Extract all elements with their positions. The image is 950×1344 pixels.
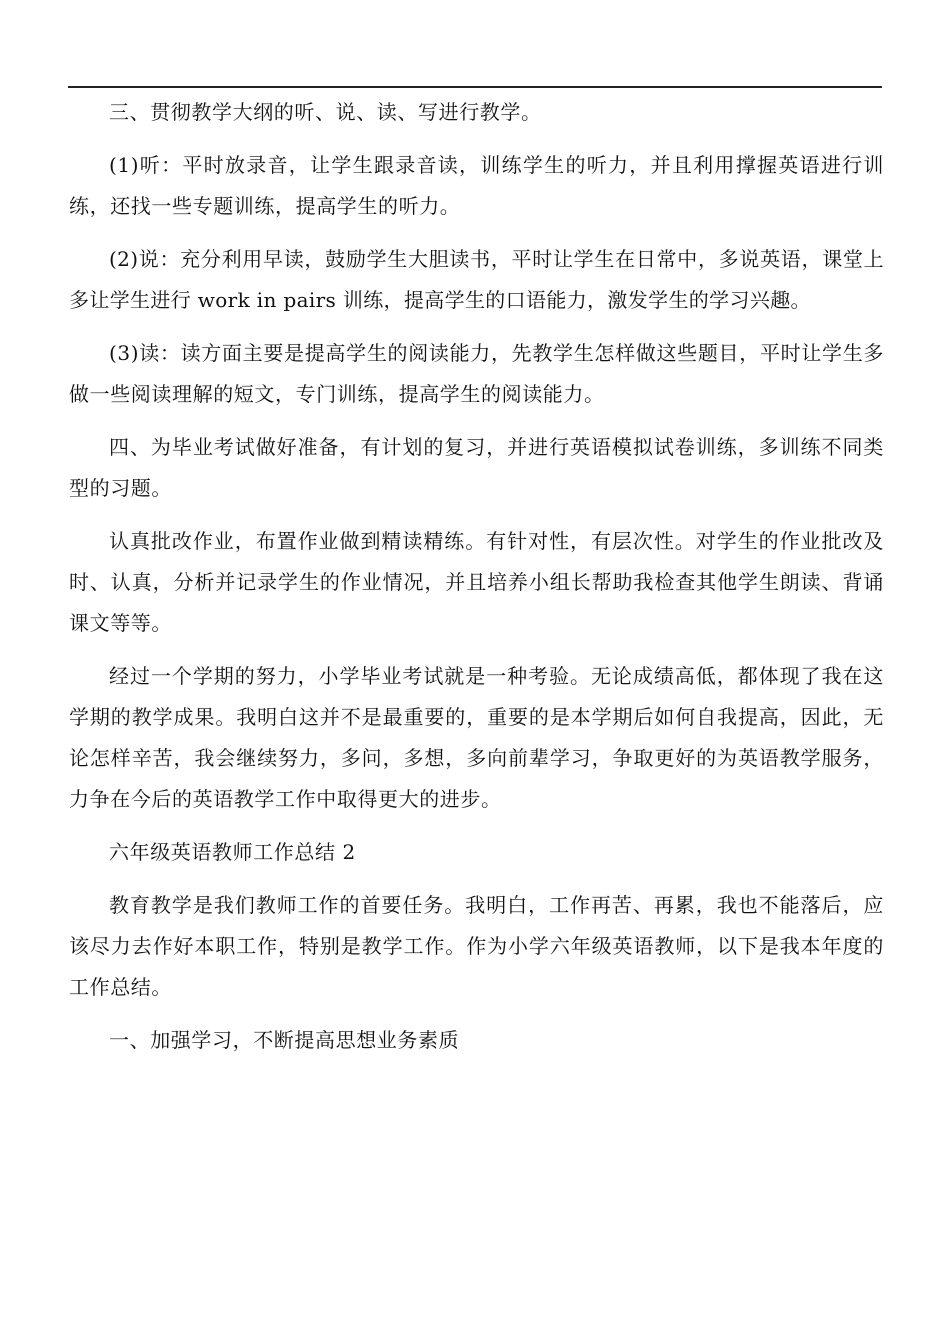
homework-paragraph: 认真批改作业，布置作业做到精读精练。有针对性，有层次性。对学生的作业批改及时、认真，分析并记录学生的作业情况，并且培养小组长帮助我检查其他学生朗读、背诵课文等等。 [69,529,884,635]
document-subtitle: 六年级英语教师工作总结 2 [109,840,356,864]
section-heading-1: 一、加强学习，不断提高思想业务素质 [109,1028,460,1052]
section-heading-3: 三、贯彻教学大纲的听、说、读、写进行教学。 [109,100,542,124]
header-rule [68,86,882,88]
intro-paragraph: 教育教学是我们教师工作的首要任务。我明白，工作再苦、再累，我也不能落后，应该尽力去作好本职工作，特别是教学工作。作为小学六年级英语教师，以下是我本年度的工作总结。 [69,893,884,999]
section-heading-4: 四、为毕业考试做好准备，有计划的复习，并进行英语模拟试卷训练，多训练不同类型的习题。 [69,435,884,500]
listening-paragraph: (1)听：平时放录音，让学生跟录音读，训练学生的听力，并且利用撑握英语进行训练，还找一些专题训练，提高学生的听力。 [69,153,884,218]
document-body [69,92,884,1073]
summary-paragraph: 经过一个学期的努力，小学毕业考试就是一种考验。无论成绩高低，都体现了我在这学期的教学成果。我明白这并不是最重要的，重要的是本学期后如何自我提高，因此，无论怎样辛苦，我会继续努力，多问，多想，多向前辈学习，争取更好的为英语教学服务，力争在今后的英语教学工作中取得更大的进步。 [69,664,884,811]
speaking-paragraph: (2)说：充分利用早读，鼓励学生大胆读书，平时让学生在日常中，多说英语，课堂上多让学生进行 work in pairs 训练，提高学生的口语能力，激发学生的学习兴趣。 [69,247,884,312]
reading-paragraph: (3)读：读方面主要是提高学生的阅读能力，先教学生怎样做这些题目，平时让学生多做一些阅读理解的短文，专门训练，提高学生的阅读能力。 [69,341,884,406]
